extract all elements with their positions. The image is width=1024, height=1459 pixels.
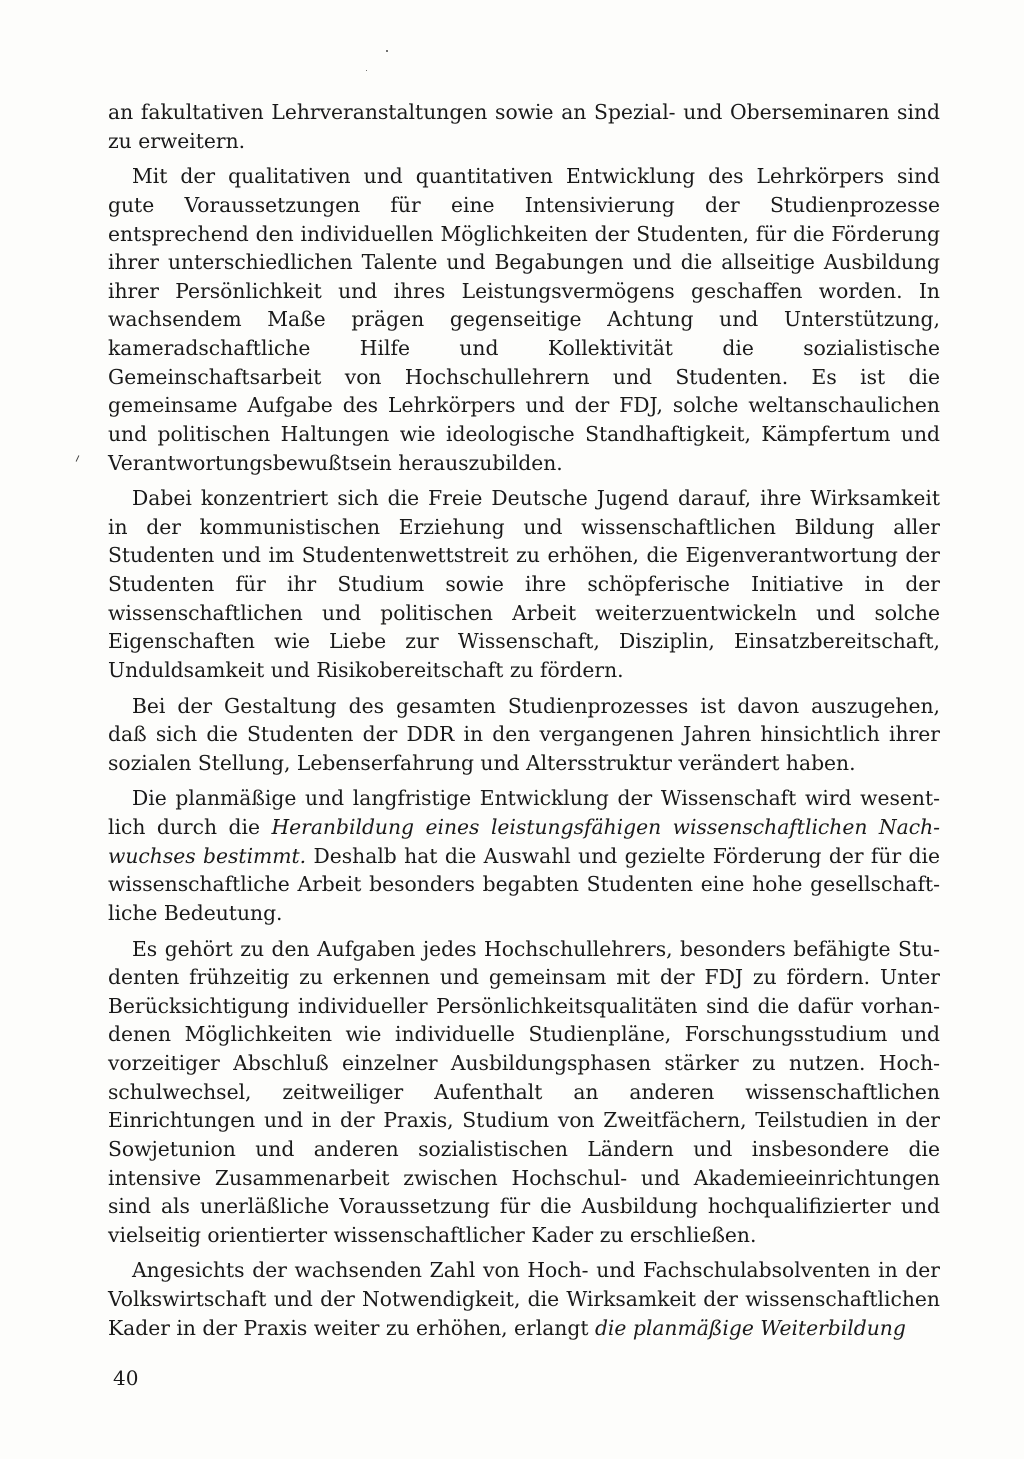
text-run: Es gehört zu den Aufgaben jedes Hochschullehrers, besonders befähigte Studenten frühzeitig zu erkennen und gemeinsam mit der FDJ zu fördern. Unter Berücksichtigung individueller Persönlichkeitsqualitäten sind die dafür vorhandenen Möglichkeiten wie individuelle Studienpläne, Forschungsstudium und vorzeitiger Abschluß einzelner Ausbildungsphasen stärker zu nutzen. Hochschulwechsel, zeitweiliger Aufenthalt an anderen wissenschaftlichen Einrichtungen und in der Praxis, Studium von Zweitfächern, Teilstudien in der Sowjetunion und anderen sozialistischen Ländern und insbesondere die intensive Zusammenarbeit zwischen Hochschul- und Akademieeinrichtungen sind als unerläßliche Voraussetzung für die Ausbildung hochqualifizierter und vielseitig orientierter wissenschaftlicher Kader zu erschließen. [108, 936, 940, 1247]
page-number: 40 [113, 1366, 139, 1390]
paragraph-1 [108, 98, 940, 155]
emphasis-run: die planmäßige Weiterbildung [594, 1315, 906, 1340]
scan-speck [76, 455, 80, 462]
paragraph-4 [108, 692, 940, 778]
paragraph-3 [108, 484, 940, 684]
body-text [108, 98, 940, 1342]
text-run: Bei der Gestaltung des gesamten Studienprozesses ist davon auszugehen, daß sich die Studenten der DDR in den vergangenen Jahren hinsichtlich ihrer sozialen Stellung, Lebenserfahrung und Altersstruktur verändert haben. [108, 693, 940, 775]
text-run: Dabei konzentriert sich die Freie Deutsche Jugend darauf, ihre Wirksamkeit in der kommunistischen Erziehung und wissenschaftlichen Bildung aller Studenten und im Studentenwettstreit zu erhöhen, die Eigenverantwortung der Studenten für ihr Studium sowie ihre schöpferische Initiative in der wissenschaftlichen und politischen Arbeit weiterzuentwickeln und solche Eigenschaften wie Liebe zur Wissenschaft, Disziplin, Einsatzbereitschaft, Unduldsamkeit und Risikobereitschaft zu fördern. [108, 486, 940, 682]
scan-speck [386, 50, 388, 52]
text-run: an fakultativen Lehrveranstaltungen sowie an Spezial- und Oberseminaren sind zu erweitern. [108, 100, 940, 153]
paragraph-5 [108, 784, 940, 927]
text-run: Mit der qualitativen und quantitativen Entwicklung des Lehrkörpers sind gute Voraussetzungen für eine Intensivierung der Studienprozesse entsprechend den individuellen Möglichkeiten der Studenten, für die Förderung ihrer unterschiedlichen Talente und Begabungen und die allseitige Ausbildung ihrer Persönlichkeit und ihres Leistungsvermögens geschaffen worden. In wachsendem Maße prägen gegenseitige Achtung und Unterstützung, kameradschaftliche Hilfe und Kollektivität die sozialistische Gemeinschaftsarbeit von Hochschullehrern und Studenten. Es ist die gemeinsame Aufgabe des Lehrkörpers und der FDJ, solche weltanschaulichen und politischen Haltungen wie ideologische Standhaftigkeit, Kämpfertum und Verantwortungsbewußtsein herauszubilden. [108, 164, 940, 475]
paragraph-2 [108, 162, 940, 477]
paragraph-6 [108, 935, 940, 1250]
paragraph-7 [108, 1256, 940, 1342]
text-run: Die planmäßige und langfristige Entwicklung der Wissenschaft wird wesentlich durch die [108, 786, 940, 839]
emphasis-run: Heranbildung eines leistungsfähigen wissenschaftlichen Nachwuchses bestimmt. [108, 815, 941, 868]
scan-speck [366, 70, 367, 71]
text-run: Angesichts der wachsenden Zahl von Hoch- und Fachschulabsolventen in der Volkswirtschaft und der Notwendigkeit, die Wirksamkeit der wissenschaftlichen Kader in der Praxis weiter zu erhöhen, erlangt [108, 1258, 940, 1340]
text-run: Deshalb hat die Auswahl und gezielte Förderung der für die wissenschaftliche Arbeit besonders begabten Studenten eine hohe gesellschaftliche Bedeutung. [108, 843, 940, 925]
